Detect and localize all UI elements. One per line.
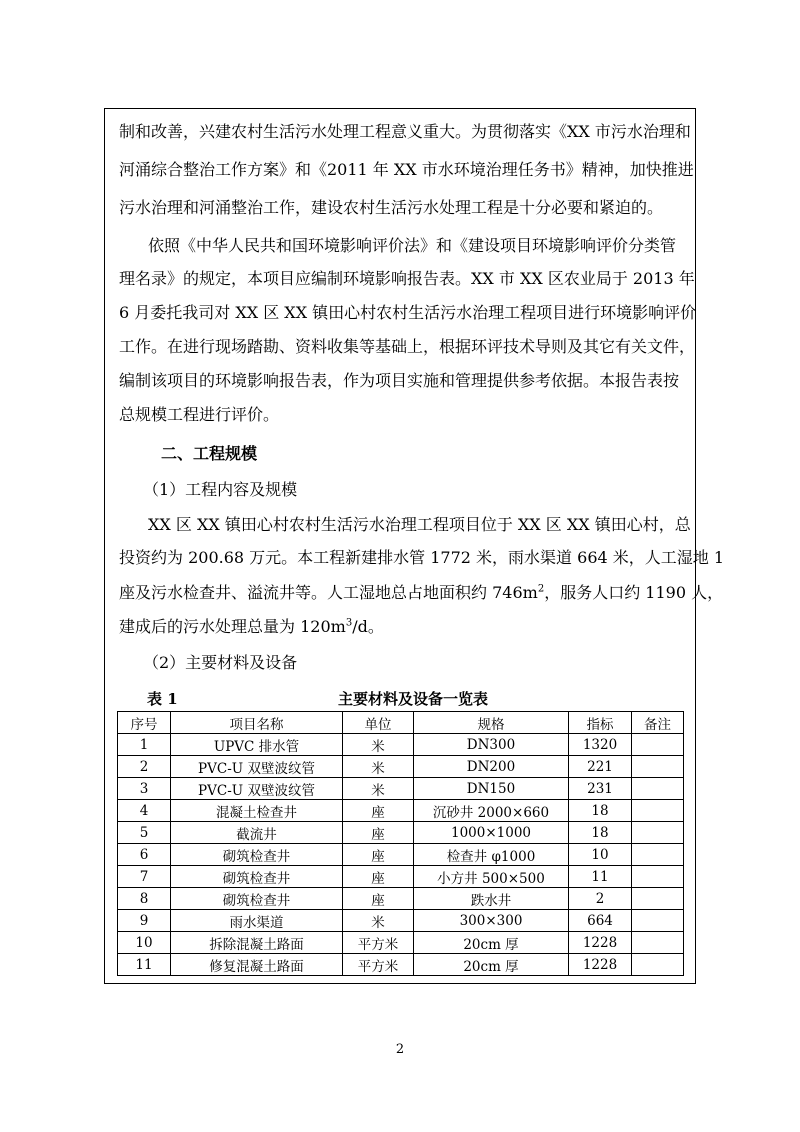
table-cell: 2 bbox=[118, 756, 171, 778]
table-cell: 6 bbox=[118, 844, 171, 866]
table-cell bbox=[632, 822, 684, 844]
table-cell bbox=[632, 800, 684, 822]
table-cell: 米 bbox=[343, 778, 414, 800]
table-cell: 20cm 厚 bbox=[414, 932, 569, 954]
table-cell: 座 bbox=[343, 800, 414, 822]
table-cell bbox=[632, 932, 684, 954]
table-cell: PVC-U 双壁波纹管 bbox=[171, 756, 343, 778]
table-row bbox=[118, 800, 684, 822]
table-cell bbox=[632, 910, 684, 932]
table-row bbox=[118, 822, 684, 844]
table-row bbox=[118, 778, 684, 800]
table-cell: UPVC 排水管 bbox=[171, 734, 343, 756]
table-cell: 平方米 bbox=[343, 954, 414, 976]
table-cell: 7 bbox=[118, 866, 171, 888]
table-row bbox=[118, 844, 684, 866]
table-caption-title: 主要材料及设备一览表 bbox=[338, 690, 489, 708]
materials-table bbox=[117, 711, 684, 976]
paragraph-line: 理名录》的规定，本项目应编制环境影响报告表。XX 市 XX 区农业局于 2013 年 bbox=[119, 269, 695, 288]
table-cell: 检查井 φ1000 bbox=[414, 844, 569, 866]
table-cell: 4 bbox=[118, 800, 171, 822]
table-cell: 米 bbox=[343, 734, 414, 756]
paragraph-line: 制和改善，兴建农村生活污水处理工程意义重大。为贯彻落实《XX 市污水治理和 bbox=[119, 122, 691, 141]
table-cell: 18 bbox=[569, 800, 632, 822]
table-cell: DN150 bbox=[414, 778, 569, 800]
paragraph-line: 编制该项目的环境影响报告表，作为项目实施和管理提供参考依据。本报告表按 bbox=[119, 371, 680, 390]
column-header: 备注 bbox=[632, 712, 684, 734]
table-cell: 5 bbox=[118, 822, 171, 844]
table-row bbox=[118, 888, 684, 910]
table-cell: 沉砂井 2000×660 bbox=[414, 800, 569, 822]
table-cell: 砌筑检查井 bbox=[171, 844, 343, 866]
table-cell: 11 bbox=[569, 866, 632, 888]
table-cell: 231 bbox=[569, 778, 632, 800]
table-cell bbox=[632, 954, 684, 976]
paragraph-line: 总规模工程进行评价。 bbox=[119, 405, 280, 424]
paragraph-line: 投资约为 200.68 万元。本工程新建排水管 1772 米，雨水渠道 664 米，人工湿地 1 bbox=[119, 548, 725, 567]
section-heading: 二、工程规模 bbox=[161, 444, 258, 463]
table-cell: 小方井 500×500 bbox=[414, 866, 569, 888]
table-row bbox=[118, 932, 684, 954]
column-header: 项目名称 bbox=[171, 712, 343, 734]
column-header: 序号 bbox=[118, 712, 171, 734]
table-cell: 10 bbox=[118, 932, 171, 954]
table-cell: 1320 bbox=[569, 734, 632, 756]
table-cell bbox=[632, 778, 684, 800]
table-cell: 跌水井 bbox=[414, 888, 569, 910]
table-cell bbox=[632, 756, 684, 778]
table-cell: 座 bbox=[343, 888, 414, 910]
paragraph-line: 建成后的污水处理总量为 $120m^3/d$。 bbox=[119, 617, 384, 636]
table-cell bbox=[632, 844, 684, 866]
subsection-heading: （2）主要材料及设备 bbox=[143, 653, 298, 672]
table-row bbox=[118, 734, 684, 756]
table-row bbox=[118, 866, 684, 888]
table-cell: PVC-U 双壁波纹管 bbox=[171, 778, 343, 800]
table-row bbox=[118, 756, 684, 778]
table-cell: 平方米 bbox=[343, 932, 414, 954]
table-cell: 座 bbox=[343, 866, 414, 888]
column-header: 指标 bbox=[569, 712, 632, 734]
paragraph-line: 座及污水检查井、溢流井等。人工湿地总占地面积约 $746m^2$，服务人口约 1190 人， bbox=[119, 583, 724, 602]
paragraph-line: 工作。在进行现场踏勘、资料收集等基础上，根据环评技术导则及其它有关文件， bbox=[119, 337, 696, 356]
table-cell: 砌筑检查井 bbox=[171, 888, 343, 910]
table-cell: 座 bbox=[343, 844, 414, 866]
paragraph-line: XX 区 XX 镇田心村农村生活污水治理工程项目位于 XX 区 XX 镇田心村，总 bbox=[148, 515, 691, 534]
table-cell: 1228 bbox=[569, 954, 632, 976]
table-row bbox=[118, 954, 684, 976]
table-cell: 座 bbox=[343, 822, 414, 844]
table-cell: 雨水渠道 bbox=[171, 910, 343, 932]
table-cell: 1000×1000 bbox=[414, 822, 569, 844]
table-cell: 3 bbox=[118, 778, 171, 800]
subsection-heading: （1）工程内容及规模 bbox=[143, 480, 298, 499]
table-cell: 20cm 厚 bbox=[414, 954, 569, 976]
table-cell: 1 bbox=[118, 734, 171, 756]
table-cell: 米 bbox=[343, 910, 414, 932]
table-cell: 修复混凝土路面 bbox=[171, 954, 343, 976]
table-cell: 11 bbox=[118, 954, 171, 976]
table-cell: 1228 bbox=[569, 932, 632, 954]
table-row bbox=[118, 910, 684, 932]
table-cell: 2 bbox=[569, 888, 632, 910]
paragraph-line: 6 月委托我司对 XX 区 XX 镇田心村农村生活污水治理工程项目进行环境影响评价 bbox=[119, 303, 697, 322]
paragraph-line: 污水治理和河涌整治工作，建设农村生活污水处理工程是十分必要和紧迫的。 bbox=[119, 198, 664, 217]
column-header: 单位 bbox=[343, 712, 414, 734]
table-cell: 221 bbox=[569, 756, 632, 778]
table-cell: 8 bbox=[118, 888, 171, 910]
table-cell bbox=[632, 734, 684, 756]
table-cell: 混凝土检查井 bbox=[171, 800, 343, 822]
paragraph-line: 依照《中华人民共和国环境影响评价法》和《建设项目环境影响评价分类管 bbox=[148, 236, 677, 255]
table-caption-number: 表 1 bbox=[147, 690, 178, 708]
table-cell: 664 bbox=[569, 910, 632, 932]
table-cell: 拆除混凝土路面 bbox=[171, 932, 343, 954]
table-cell bbox=[632, 866, 684, 888]
page-number: 2 bbox=[395, 1042, 405, 1057]
table-cell: 砌筑检查井 bbox=[171, 866, 343, 888]
table-cell: 米 bbox=[343, 756, 414, 778]
table-cell: 18 bbox=[569, 822, 632, 844]
table-cell: DN200 bbox=[414, 756, 569, 778]
paragraph-line: 河涌综合整治工作方案》和《2011 年 XX 市水环境治理任务书》精神，加快推进 bbox=[119, 160, 694, 179]
table-header-row bbox=[118, 712, 684, 734]
table-cell: DN300 bbox=[414, 734, 569, 756]
table-cell: 10 bbox=[569, 844, 632, 866]
table-cell bbox=[632, 888, 684, 910]
column-header: 规格 bbox=[414, 712, 569, 734]
table-cell: 截流井 bbox=[171, 822, 343, 844]
table-cell: 9 bbox=[118, 910, 171, 932]
table-cell: 300×300 bbox=[414, 910, 569, 932]
